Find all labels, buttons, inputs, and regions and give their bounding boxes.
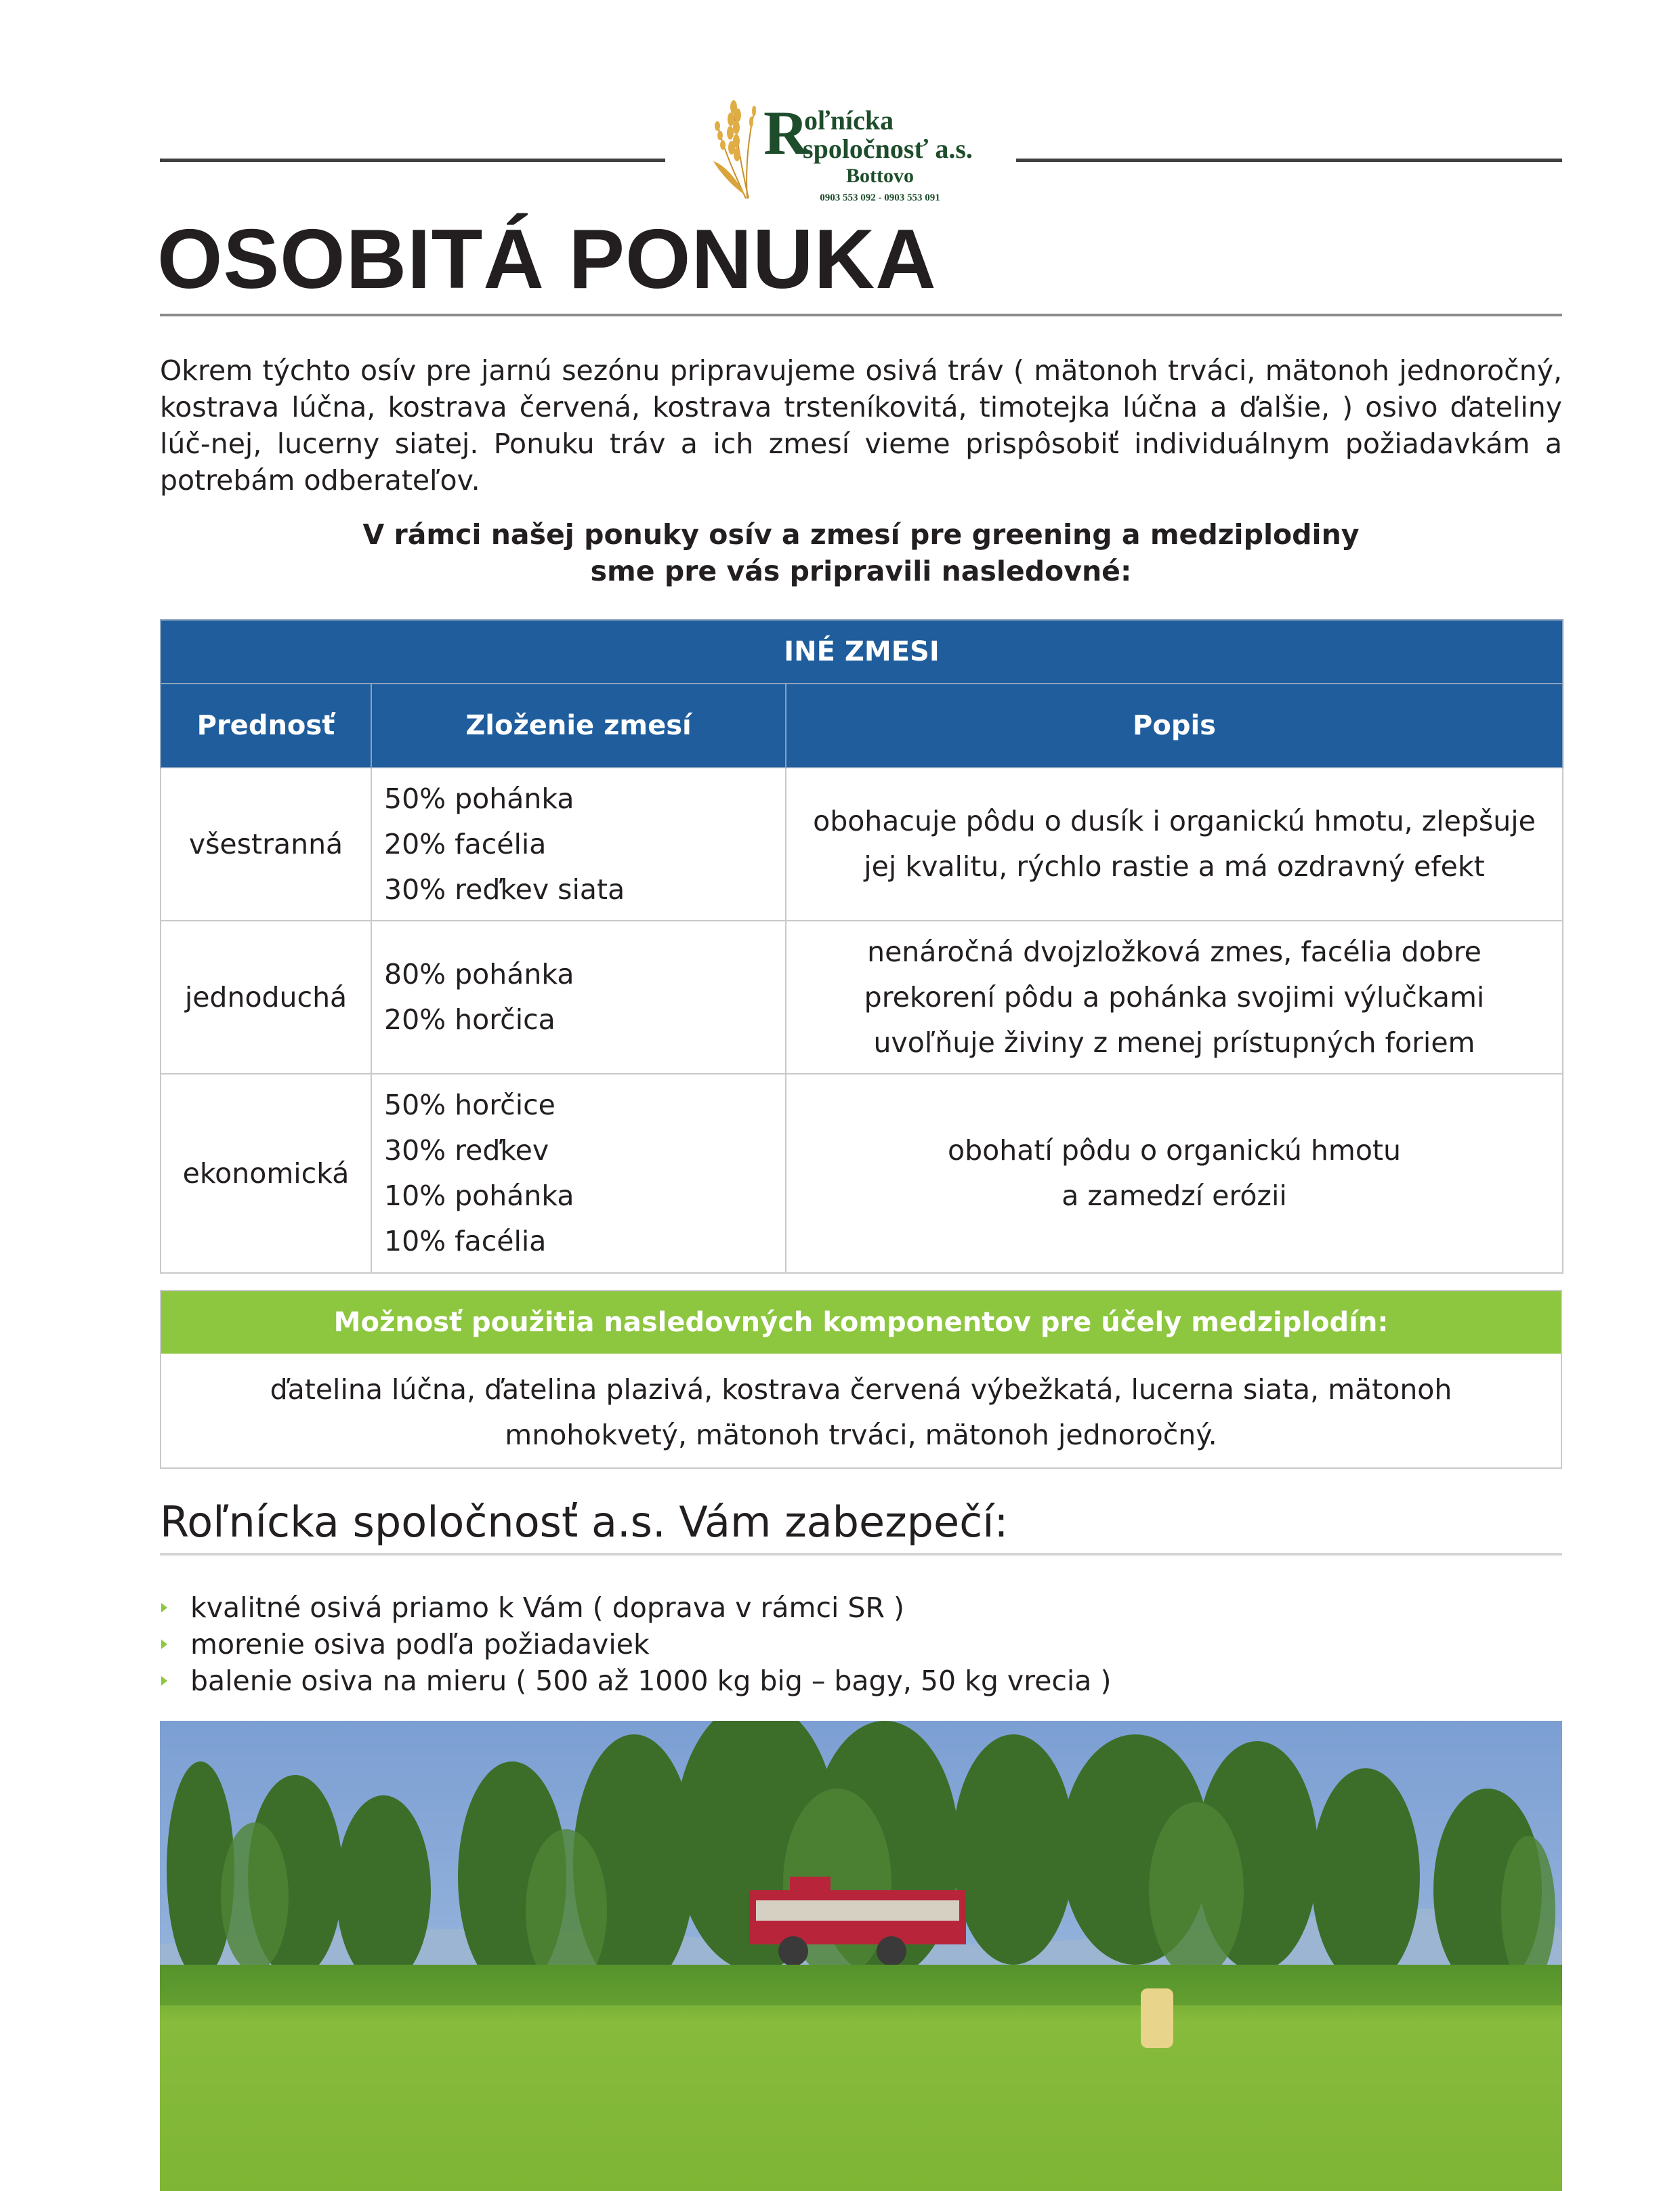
composition-cell	[371, 768, 786, 921]
composition-item: 50% pohánka	[384, 782, 574, 815]
service-text: morenie osiva podľa požiadaviek	[190, 1628, 650, 1661]
company-logo	[701, 81, 992, 203]
offer-subheading-line-2: sme pre vás pripravili nasledovné:	[590, 555, 1132, 587]
bullet-arrow-icon	[161, 1640, 167, 1649]
service-text: kvalitné osivá priamo k Vám ( doprava v rámci SR )	[190, 1591, 904, 1624]
description-cell	[786, 1074, 1563, 1273]
logo-line-1: oľnícka	[804, 105, 894, 135]
offer-subheading	[160, 516, 1562, 589]
composition-item: 10% pohánka	[384, 1180, 574, 1212]
intro-paragraph: Okrem týchto osív pre jarnú sezónu pripravujeme osivá tráv ( mätonoh trváci, mätonoh jednoročný, kostrava lúčna, kostrava červená, kostrava trsteníkovitá, timotejka lúčna a ďalšie, ) osivo ďateliny lúč-nej, lucerny siatej. Ponuku tráv a ich zmesí vieme prispôsobiť individuálnym požiadavkám a potrebám odberateľov.	[160, 354, 1562, 497]
components-box	[160, 1290, 1562, 1469]
composition-item: 20% facélia	[384, 827, 547, 860]
offer-subheading-line-1: V rámci našej ponuky osív a zmesí pre greening a medziplodiny	[362, 518, 1360, 551]
services-list	[160, 1589, 1111, 1699]
composition-item: 50% horčice	[384, 1089, 555, 1121]
bullet-arrow-icon	[161, 1603, 167, 1612]
logo-initial: R	[763, 98, 809, 167]
advantage-cell: jednoduchá	[161, 921, 371, 1074]
logo-phones: 0903 553 092 - 0903 553 091	[820, 192, 940, 203]
list-item	[160, 1626, 1111, 1663]
advantage-cell: ekonomická	[161, 1074, 371, 1273]
column-header-description: Popis	[786, 684, 1563, 768]
service-text: balenie osiva na mieru ( 500 až 1000 kg big – bagy, 50 kg vrecia )	[190, 1665, 1112, 1697]
description-line: obohatí pôdu o organickú hmotu	[948, 1134, 1401, 1167]
header-rule-left	[160, 159, 665, 162]
services-title: Roľnícka spoločnosť a.s. Vám zabezpečí:	[160, 1497, 1009, 1547]
title-divider	[160, 314, 1562, 316]
table-row	[161, 1074, 1563, 1273]
advantage-cell: všestranná	[161, 768, 371, 921]
table-row	[161, 768, 1563, 921]
description-cell: obohacuje pôdu o dusík i organickú hmotu, zlepšuje jej kvalitu, rýchlo rastie a má ozdravný efekt	[786, 768, 1563, 921]
composition-item: 80% pohánka	[384, 958, 574, 990]
composition-item: 30% reďkev	[384, 1134, 549, 1167]
list-item	[160, 1663, 1111, 1699]
column-header-advantage: Prednosť	[161, 684, 371, 768]
logo-city: Bottovo	[846, 165, 914, 187]
composition-item: 30% reďkev siata	[384, 873, 625, 906]
mixtures-table	[160, 619, 1563, 1274]
services-divider	[160, 1553, 1562, 1556]
logo-line-2: spoločnosť a.s.	[803, 133, 973, 164]
description-cell: nenáročná dvojzložková zmes, facélia dobre prekorení pôdu a pohánka svojimi výlučkami uvoľňuje živiny z menej prístupných foriem	[786, 921, 1563, 1074]
composition-cell	[371, 921, 786, 1074]
column-header-composition: Zloženie zmesí	[371, 684, 786, 768]
header-rule-right	[1016, 159, 1562, 162]
description-line: a zamedzí erózii	[1062, 1180, 1287, 1212]
components-text: ďatelina lúčna, ďatelina plazivá, kostrava červená výbežkatá, lucerna siata, mätonoh mnohokvetý, mätonoh trváci, mätonoh jednoročný.	[270, 1373, 1452, 1451]
composition-item: 10% facélia	[384, 1225, 547, 1257]
composition-cell	[371, 1074, 786, 1273]
bullet-arrow-icon	[161, 1676, 167, 1686]
components-heading: Možnosť použitia nasledovných komponentov pre účely medziplodín:	[161, 1291, 1561, 1354]
field-photo	[160, 1721, 1562, 2191]
page-title: OSOBITÁ PONUKA	[157, 213, 937, 306]
table-row	[161, 921, 1563, 1074]
list-item	[160, 1589, 1111, 1626]
field-landscape-image	[160, 1721, 1562, 2191]
table-caption: INÉ ZMESI	[161, 620, 1563, 684]
composition-item: 20% horčica	[384, 1003, 555, 1036]
